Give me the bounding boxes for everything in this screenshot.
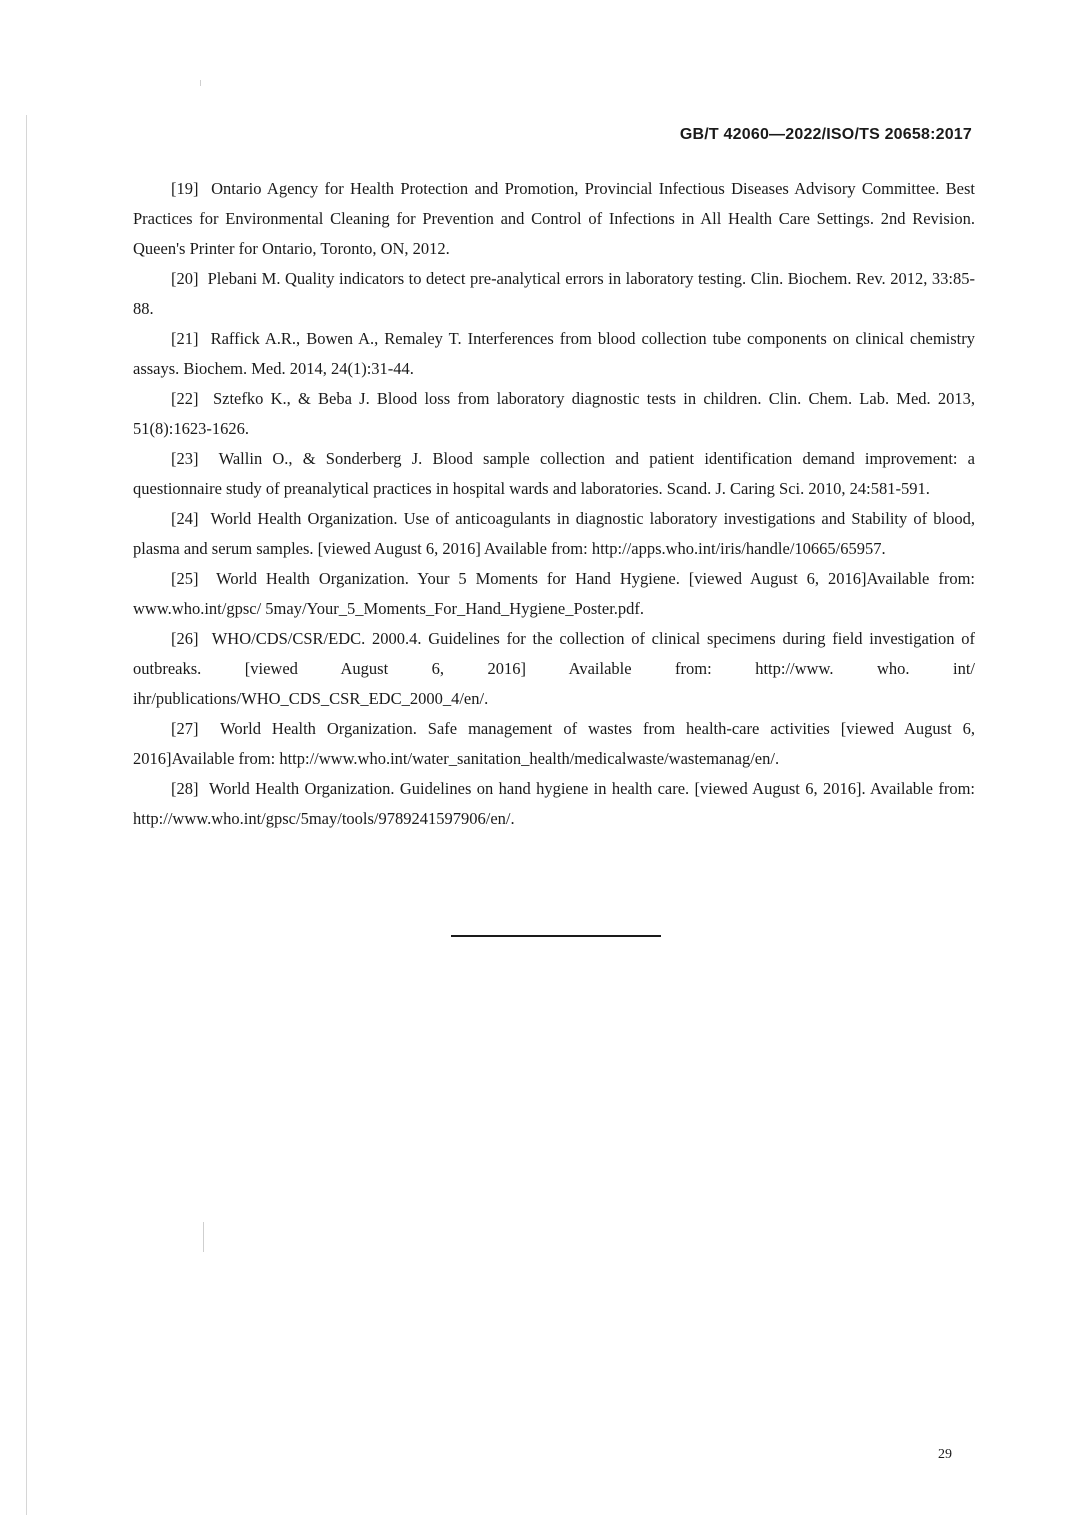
reference-number: [25] <box>171 569 199 588</box>
reference-number: [22] <box>171 389 199 408</box>
reference-text: Plebani M. Quality indicators to detect pre-analytical errors in laboratory testing. Clin. Biochem. Rev. 2012, 33:85-88. <box>133 269 975 318</box>
reference-entry <box>133 264 975 324</box>
reference-number: [21] <box>171 329 199 348</box>
reference-text: Wallin O., & Sonderberg J. Blood sample collection and patient identification demand improvement: a questionnaire study of preanalytical practices in hospital wards and laboratories. Scand. J. Caring Sci. 2010, 24:581-591. <box>133 449 976 498</box>
scan-speck <box>203 1222 204 1252</box>
reference-list <box>133 174 975 834</box>
reference-entry <box>133 624 975 714</box>
end-of-document-rule <box>451 935 661 937</box>
scan-speck <box>200 80 201 86</box>
reference-number: [24] <box>171 509 199 528</box>
reference-entry <box>133 384 975 444</box>
binding-edge-line <box>26 115 27 1515</box>
standard-identifier: GB/T 42060—2022/ISO/TS 20658:2017 <box>679 126 972 143</box>
page-number: 29 <box>938 1447 952 1462</box>
reference-number: [26] <box>171 629 199 648</box>
reference-entry <box>133 174 975 264</box>
reference-number: [23] <box>171 449 199 468</box>
reference-text: World Health Organization. Guidelines on hand hygiene in health care. [viewed August 6, 2016]. Available from: http://www.who.int/gpsc/5may/tools/9789241597906/en/. <box>133 779 975 828</box>
reference-entry <box>133 714 975 774</box>
reference-number: [27] <box>171 719 199 738</box>
reference-number: [28] <box>171 779 199 798</box>
reference-text: Sztefko K., & Beba J. Blood loss from laboratory diagnostic tests in children. Clin. Chem. Lab. Med. 2013, 51(8):1623-1626. <box>133 389 976 438</box>
reference-text: Ontario Agency for Health Protection and Promotion, Provincial Infectious Diseases Advisory Committee. Best Practices for Environmental Cleaning for Prevention and Control of Infections in All Health Care Settings. 2nd Revision. Queen's Printer for Ontario, Toronto, ON, 2012. <box>133 179 975 258</box>
reference-entry <box>133 504 975 564</box>
reference-number: [20] <box>171 269 199 288</box>
reference-text: World Health Organization. Safe management of wastes from health-care activities [viewed August 6, 2016]Available from: http://www.who.int/water_sanitation_health/medicalwaste/wastemanag/en/. <box>133 719 976 768</box>
reference-entry <box>133 774 975 834</box>
reference-text: WHO/CDS/CSR/EDC. 2000.4. Guidelines for the collection of clinical specimens during field investigation of outbreaks. [viewed August 6, 2016] Available from: http://www. who. int/ ihr/publications/WHO_CDS_CSR_EDC_2000_4/en/. <box>133 629 976 708</box>
reference-text: Raffick A.R., Bowen A., Remaley T. Interferences from blood collection tube components on clinical chemistry assays. Biochem. Med. 2014, 24(1):31-44. <box>133 329 976 378</box>
reference-entry <box>133 564 975 624</box>
reference-text: World Health Organization. Your 5 Moments for Hand Hygiene. [viewed August 6, 2016]Available from: www.who.int/gpsc/ 5may/Your_5_Moments_For_Hand_Hygiene_Poster.pdf. <box>133 569 976 618</box>
reference-text: World Health Organization. Use of anticoagulants in diagnostic laboratory investigations and Stability of blood, plasma and serum samples. [viewed August 6, 2016] Available from: http://apps.who.int/iris/handle/10665/65957. <box>133 509 975 558</box>
reference-entry <box>133 444 975 504</box>
reference-number: [19] <box>171 179 199 198</box>
reference-entry <box>133 324 975 384</box>
